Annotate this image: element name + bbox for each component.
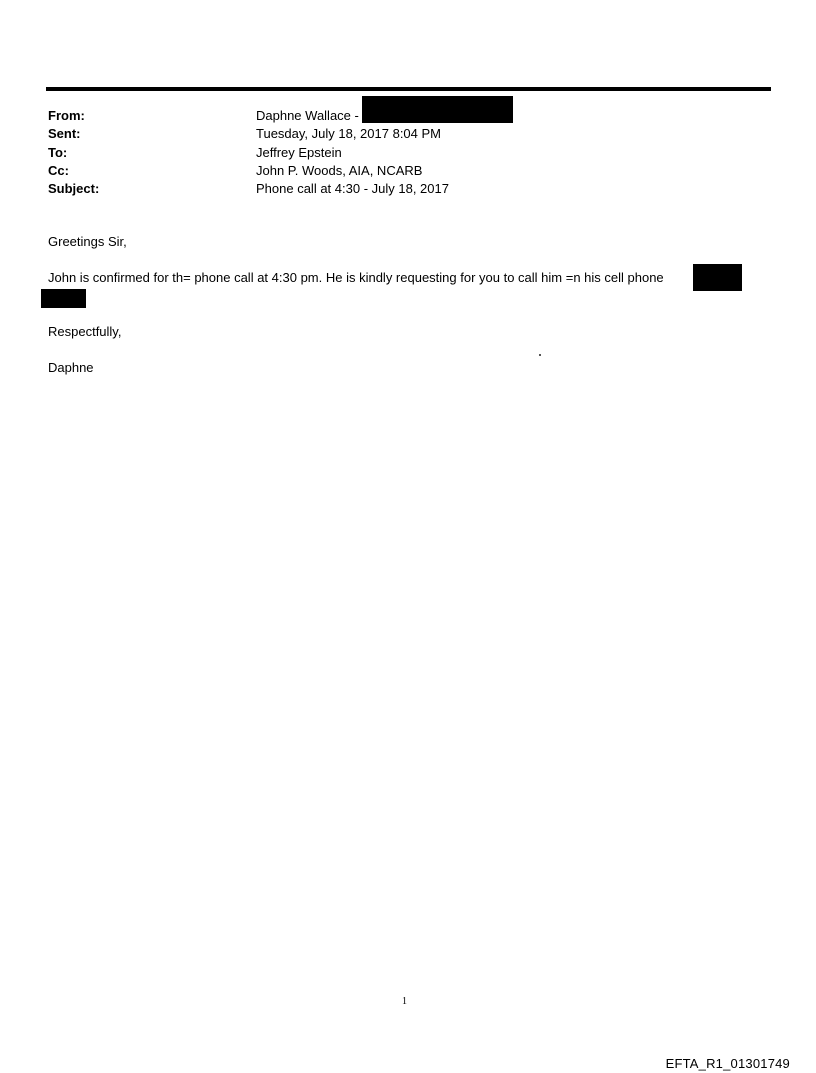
header-sent-row — [48, 124, 768, 143]
header-cc-row — [48, 161, 768, 180]
from-name: Daphne Wallace — [256, 108, 351, 123]
subject-value: Phone call at 4:30 - July 18, 2017 — [256, 181, 449, 196]
from-value: Daphne Wallace - — [256, 108, 359, 123]
page-number: 1 — [402, 996, 407, 1007]
email-greeting: Greetings Sir, — [48, 234, 127, 249]
sent-value: Tuesday, July 18, 2017 8:04 PM — [256, 126, 441, 141]
header-to-row — [48, 143, 768, 162]
bates-number: EFTA_R1_01301749 — [665, 1056, 790, 1071]
email-closing: Respectfully, — [48, 324, 122, 339]
redaction-phone-part2 — [41, 289, 86, 308]
sent-label: Sent: — [48, 126, 81, 141]
header-subject-row — [48, 179, 768, 198]
to-value: Jeffrey Epstein — [256, 145, 342, 160]
from-label: From: — [48, 108, 85, 123]
redaction-from-email — [362, 96, 513, 123]
email-signature: Daphne — [48, 360, 94, 375]
to-label: To: — [48, 145, 68, 160]
cc-value: John P. Woods, AIA, NCARB — [256, 163, 423, 178]
subject-label: Subject: — [48, 181, 100, 196]
header-top-rule — [46, 87, 771, 91]
email-paragraph: John is confirmed for th= phone call at 4:30 pm. He is kindly requesting for you to call him =n his cell phone — [48, 270, 664, 285]
redaction-phone-part1 — [693, 264, 742, 291]
cc-label: Cc: — [48, 163, 69, 178]
stray-dot — [539, 354, 541, 356]
